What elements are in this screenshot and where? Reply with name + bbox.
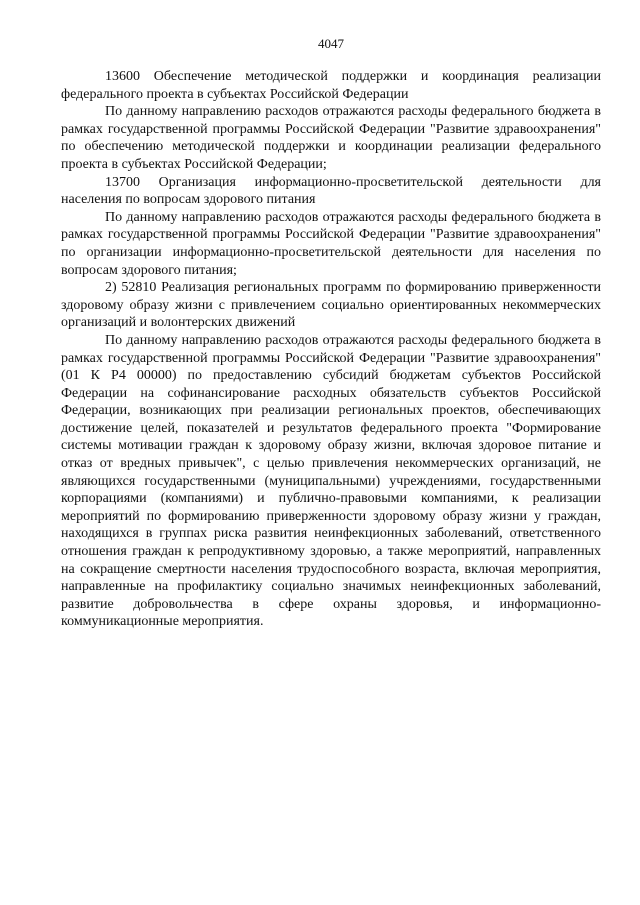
paragraph-13700-description: По данному направлению расходов отражаются расходы федерального бюджета в рамках государственной программы Российской Федерации "Развитие здравоохранения" по организации информационно-просветительской деятельности для населения по вопросам здорового питания;	[61, 209, 601, 278]
paragraph-52810-description: По данному направлению расходов отражаются расходы федерального бюджета в рамках государственной программы Российской Федерации "Развитие здравоохранения" (01 К Р4 00000) по предоставлению субсидий бюджетам субъектов Российской Федерации на софинансирование расходных обязательств субъектов Российской Федерации, возникающих при реализации региональных проектов, обеспечивающих достижение целей, показателей и результатов федерального проекта "Формирование системы мотивации граждан к здоровому образу жизни, включая здоровое питание и отказ от вредных привычек", с целью привлечения некоммерческих организаций, не являющихся государственными (муниципальными) учреждениями, государственными корпорациями (компаниями) и публично-правовыми компаниями, к реализации мероприятий по формированию приверженности здоровому образу жизни у граждан, находящихся в группах риска развития неинфекционных заболеваний, ответственного отношения граждан к репродуктивному здоровью, а также мероприятий, направленных на сокращение смертности населения трудоспособного возраста, включая мероприятия, направленные на профилактику социально значимых неинфекционных заболеваний, развитие добровольчества в сфере охраны здоровья, и информационно-коммуникационные мероприятия.	[61, 332, 601, 630]
paragraph-13600-heading: 13600 Обеспечение методической поддержки и координация реализации федерального проекта в субъектах Российской Федерации	[61, 69, 601, 102]
paragraph-13700-heading: 13700 Организация информационно-просветительской деятельности для населения по вопросам здорового питания	[61, 174, 601, 208]
paragraph-52810-heading: 2) 52810 Реализация региональных программ по формированию приверженности здоровому образу жизни с привлечением социально ориентированных некоммерческих организаций и волонтерских движений	[61, 280, 601, 331]
document-page	[61, 36, 601, 631]
paragraph-13600-description: По данному направлению расходов отражаются расходы федерального бюджета в рамках государственной программы Российской Федерации "Развитие здравоохранения" по обеспечению методической поддержки и координации реализации федерального проекта в субъектах Российской Федерации;	[61, 104, 601, 172]
page-number: 4047	[318, 36, 344, 51]
